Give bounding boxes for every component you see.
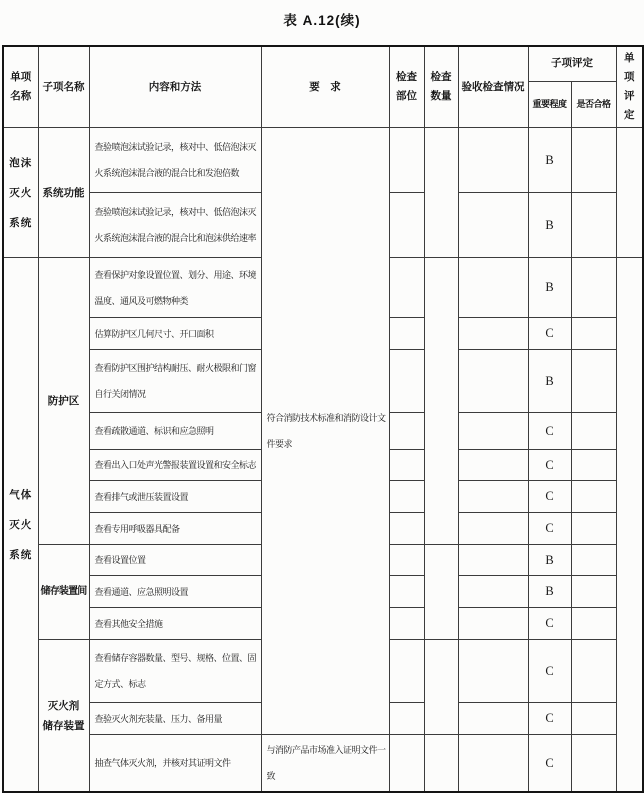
item-eval-cell <box>616 258 643 793</box>
content-cell: 查看其他安全措施 <box>89 608 261 640</box>
check-part-cell <box>389 735 424 793</box>
header-sub-name: 子项名称 <box>38 46 89 128</box>
importance-cell: C <box>528 703 571 735</box>
check-part-cell <box>389 545 424 576</box>
sub-name-cell-system-function: 系统功能 <box>38 128 89 258</box>
check-part-cell <box>389 258 424 318</box>
check-qty-cell <box>424 640 458 735</box>
check-part-cell <box>389 128 424 193</box>
importance-cell: C <box>528 735 571 793</box>
check-part-cell <box>389 413 424 450</box>
sub-name-cell-agent-storage <box>38 640 89 793</box>
qualified-cell <box>571 413 616 450</box>
check-part-cell <box>389 318 424 350</box>
header-check-qty: 检查数量 <box>424 46 458 128</box>
acceptance-cell <box>458 608 528 640</box>
importance-cell: C <box>528 513 571 545</box>
header-qualified: 是否合格 <box>571 81 616 127</box>
check-part-cell <box>389 513 424 545</box>
content-cell: 查看储存容器数量、型号、规格、位置、固定方式、标志 <box>89 640 261 703</box>
qualified-cell <box>571 350 616 413</box>
acceptance-cell <box>458 545 528 576</box>
qualified-cell <box>571 318 616 350</box>
content-cell: 抽查气体灭火剂，并核对其证明文件 <box>89 735 261 793</box>
header-importance: 重要程度 <box>528 81 571 127</box>
acceptance-cell <box>458 640 528 703</box>
importance-cell: C <box>528 481 571 513</box>
content-cell: 查验喷泡沫试验记录，核对中、低倍泡沫灭火系统泡沫混合液的混合比和泡沫供给速率 <box>89 193 261 258</box>
header-requirement: 要 求 <box>261 46 389 128</box>
item-name-cell-gas: 气体灭火系统 <box>3 258 38 793</box>
qualified-cell <box>571 481 616 513</box>
check-qty-cell <box>424 128 458 258</box>
importance-cell: C <box>528 318 571 350</box>
acceptance-cell <box>458 193 528 258</box>
content-cell: 估算防护区几何尺寸、开口面积 <box>89 318 261 350</box>
check-part-cell <box>389 450 424 481</box>
acceptance-cell <box>458 318 528 350</box>
header-item-eval: 单项评定 <box>616 46 643 128</box>
check-part-cell <box>389 576 424 608</box>
acceptance-cell <box>458 128 528 193</box>
table-row <box>3 128 643 193</box>
sub-name-line: 储存装置 <box>42 719 85 732</box>
qualified-cell <box>571 576 616 608</box>
header-check-part: 检查部位 <box>389 46 424 128</box>
item-eval-cell <box>616 128 643 258</box>
importance-cell: B <box>528 193 571 258</box>
qualified-cell <box>571 703 616 735</box>
content-cell: 查看疏散通道、标识和应急照明 <box>89 413 261 450</box>
content-cell: 查看专用呼吸器具配备 <box>89 513 261 545</box>
importance-cell: B <box>528 545 571 576</box>
check-part-cell <box>389 481 424 513</box>
check-part-cell <box>389 640 424 703</box>
content-cell: 查看设置位置 <box>89 545 261 576</box>
qualified-cell <box>571 193 616 258</box>
content-cell: 查看防护区围护结构耐压、耐火极限和门窗自行关闭情况 <box>89 350 261 413</box>
acceptance-cell <box>458 350 528 413</box>
qualified-cell <box>571 128 616 193</box>
importance-cell: C <box>528 608 571 640</box>
qualified-cell <box>571 735 616 793</box>
check-part-cell <box>389 193 424 258</box>
acceptance-cell <box>458 413 528 450</box>
sub-name-line: 灭火剂 <box>47 699 80 712</box>
acceptance-cell <box>458 735 528 793</box>
content-cell: 查看通道、应急照明设置 <box>89 576 261 608</box>
content-cell: 查看排气或泄压装置设置 <box>89 481 261 513</box>
acceptance-cell <box>458 703 528 735</box>
check-part-cell <box>389 608 424 640</box>
importance-cell: B <box>528 128 571 193</box>
check-qty-cell <box>424 545 458 640</box>
table-row <box>3 735 643 793</box>
importance-cell: B <box>528 258 571 318</box>
acceptance-cell <box>458 576 528 608</box>
importance-cell: C <box>528 640 571 703</box>
requirement-cell-last: 与消防产品市场准入证明文件一致 <box>261 735 389 793</box>
qualified-cell <box>571 258 616 318</box>
qualified-cell <box>571 608 616 640</box>
importance-cell: B <box>528 350 571 413</box>
check-part-cell <box>389 703 424 735</box>
acceptance-cell <box>458 481 528 513</box>
header-acceptance: 验收检查情况 <box>458 46 528 128</box>
acceptance-cell <box>458 513 528 545</box>
content-cell: 查验灭火剂充装量、压力、备用量 <box>89 703 261 735</box>
header-content-method: 内容和方法 <box>89 46 261 128</box>
sub-name-cell-protection-zone: 防护区 <box>38 258 89 545</box>
page-title: 表 A.12(续) <box>283 13 361 28</box>
item-name-cell-foam: 泡沫灭火系统 <box>3 128 38 258</box>
importance-cell: C <box>528 413 571 450</box>
check-qty-cell <box>424 735 458 793</box>
acceptance-cell <box>458 450 528 481</box>
qualified-cell <box>571 545 616 576</box>
header-item-name: 单项名称 <box>3 46 38 128</box>
header-sub-eval: 子项评定 <box>528 46 616 81</box>
content-cell: 查看出入口处声光警报装置设置和安全标志 <box>89 450 261 481</box>
qualified-cell <box>571 513 616 545</box>
sub-name-cell-storage-room: 储存装置间 <box>38 545 89 640</box>
check-part-cell <box>389 350 424 413</box>
content-cell: 查看保护对象设置位置、划分、用途、环境温度、通风及可燃物种类 <box>89 258 261 318</box>
qualified-cell <box>571 640 616 703</box>
importance-cell: C <box>528 450 571 481</box>
content-cell: 查验喷泡沫试验记录，核对中、低倍泡沫灭火系统泡沫混合液的混合比和发泡倍数 <box>89 128 261 193</box>
importance-cell: B <box>528 576 571 608</box>
qualified-cell <box>571 450 616 481</box>
check-qty-cell <box>424 258 458 545</box>
acceptance-cell <box>458 258 528 318</box>
inspection-table <box>2 45 644 793</box>
requirement-cell-main: 符合消防技术标准和消防设计文件要求 <box>261 128 389 735</box>
